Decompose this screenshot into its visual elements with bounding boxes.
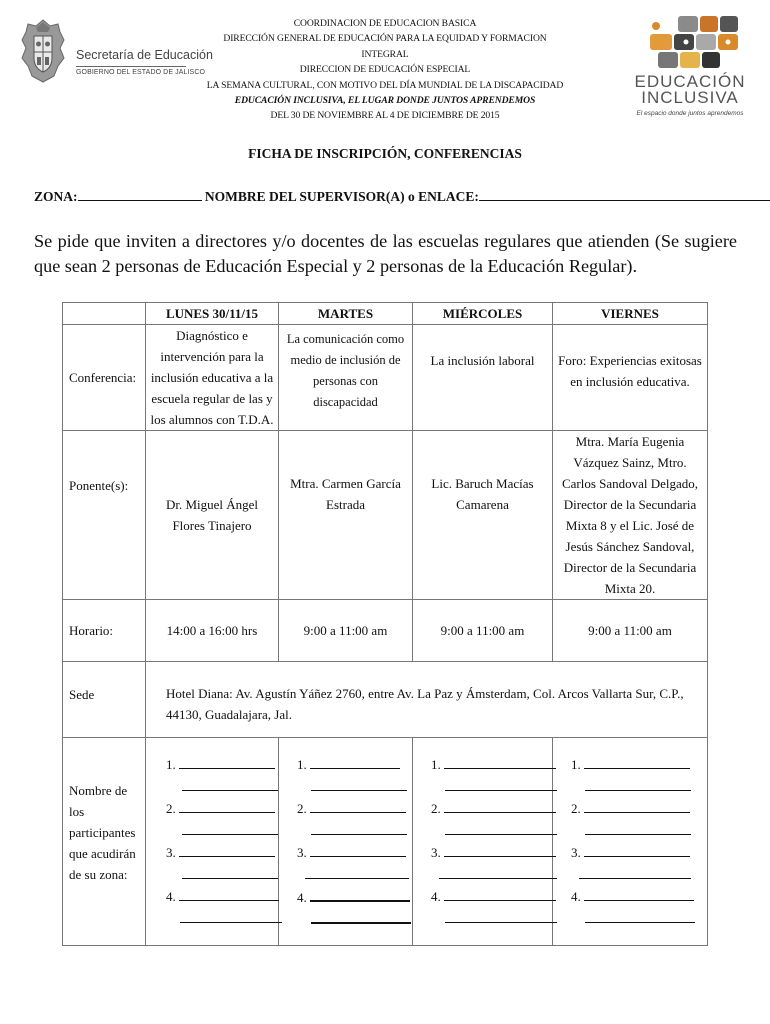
participant-number: 2. [166,801,176,816]
header-line-5: EDUCACIÓN INCLUSIVA, EL LUGAR DONDE JUNTOS APRENDEMOS [234,95,536,107]
zona-field[interactable] [78,188,202,201]
sede-label: Sede [63,662,146,738]
participant-row [571,842,703,864]
participant-row [571,864,703,886]
participant-row [297,842,408,864]
participant-field[interactable] [180,908,282,923]
participant-row [571,798,703,820]
conferencia-wednesday: La inclusión laboral [413,325,553,431]
participants-wednesday [413,738,553,946]
participant-row [166,776,274,798]
day-header-wednesday: MIÉRCOLES [413,303,553,325]
participant-field[interactable] [179,842,275,857]
participant-number: 1. [431,757,441,772]
participant-field[interactable] [445,776,557,791]
participant-field[interactable] [584,754,690,769]
conferencia-friday: Foro: Experiencias exitosas en inclusión educativa. [553,325,708,431]
participant-row [571,776,703,798]
participant-field[interactable] [585,776,691,791]
participant-row [571,820,703,842]
participant-row [297,776,408,798]
participant-row [431,754,548,776]
supervisor-label: NOMBRE DEL SUPERVISOR(A) o ENLACE: [204,189,479,204]
participant-field[interactable] [182,820,278,835]
jalisco-coat-of-arms-icon [20,18,66,84]
participant-row [571,886,703,908]
day-header-tuesday: MARTES [279,303,413,325]
horario-friday: 9:00 a 11:00 am [553,600,708,662]
participant-field[interactable] [444,842,556,857]
participantes-label: Nombre de los participantes que acudirán de su zona: [63,738,146,946]
participant-row [166,864,274,886]
participant-number: 2. [431,801,441,816]
participant-row [166,908,274,930]
participant-field[interactable] [584,798,690,813]
participant-row [431,820,548,842]
header-line-3: DIRECCION DE EDUCACIÓN ESPECIAL [299,64,471,76]
header-text-block [200,16,570,124]
day-header-friday: VIERNES [553,303,708,325]
header-line-2: DIRECCIÓN GENERAL DE EDUCACIÓN PARA LA EQUIDAD Y FORMACION INTEGRAL [223,33,547,60]
header-line-6: DEL 30 DE NOVIEMBRE AL 4 DE DICIEMBRE DE 2015 [270,110,500,122]
participant-field[interactable] [179,754,275,769]
participant-row [431,864,548,886]
participant-row [431,886,548,908]
header-line-1: COORDINACION DE EDUCACION BASICA [293,18,477,29]
participant-row [297,754,408,776]
form-title: FICHA DE INSCRIPCIÓN, CONFERENCIAS [248,146,522,161]
conferencia-monday: Diagnóstico e intervención para la inclusión educativa a la escuela regular de las y los alumnos con T.D.A. [146,325,279,431]
ponente-wednesday: Lic. Baruch Macías Camarena [413,431,553,600]
participant-field[interactable] [579,864,691,879]
participants-monday [146,738,279,946]
participant-field[interactable] [305,864,409,879]
participant-field[interactable] [311,820,407,835]
horario-row [63,600,708,662]
table-header-row [63,303,708,325]
participant-number: 1. [166,757,176,772]
participant-number: 3. [431,845,441,860]
participant-row [297,908,408,930]
participant-field[interactable] [310,842,406,857]
participant-field[interactable] [444,886,556,901]
participant-field[interactable] [310,886,410,902]
participant-field[interactable] [584,886,694,901]
participant-row [571,754,703,776]
participant-number: 4. [571,889,581,904]
participant-field[interactable] [585,908,695,923]
participant-row [297,886,408,908]
participant-row [166,820,274,842]
conferencia-tuesday: La comunicación como medio de inclusión de personas con discapacidad [279,325,413,431]
participant-field[interactable] [179,798,275,813]
participant-row [431,798,548,820]
instructions-paragraph: Se pide que inviten a directores y/o docentes de las escuelas regulares que atienden (Se sugiere que sean 2 personas de Educación Especial y 2 personas de la Educación Regular). [34,231,737,276]
participant-row [297,864,408,886]
horario-label: Horario: [63,600,146,662]
participant-number: 1. [297,757,307,772]
participant-row [166,886,274,908]
ei-logo-tagline: El espacio donde juntos aprendemos [636,110,744,117]
participant-row [571,908,703,930]
participant-field[interactable] [445,820,557,835]
participant-number: 2. [571,801,581,816]
conferencia-row [63,325,708,431]
participant-field[interactable] [445,908,557,923]
educacion-inclusiva-mosaic-icon [628,14,758,72]
participantes-row [63,738,708,946]
participant-field[interactable] [311,776,407,791]
ei-logo-line1: EDUCACIÓN [634,72,746,91]
participant-number: 1. [571,757,581,772]
jalisco-government-logo [20,18,213,84]
header-line-4: LA SEMANA CULTURAL, CON MOTIVO DEL DÍA MUNDIAL DE LA DISCAPACIDAD [206,79,564,91]
zona-supervisor-line [34,188,734,205]
ponente-row [63,431,708,600]
header-empty-cell [63,303,146,325]
participant-row [297,798,408,820]
participant-field[interactable] [182,864,278,879]
participant-row [431,842,548,864]
ei-logo-line2: INCLUSIVA [641,88,739,107]
participant-number: 3. [571,845,581,860]
logo-divider [76,66,186,67]
ponente-label: Ponente(s): [63,431,146,600]
participant-field[interactable] [439,864,557,879]
participant-row [431,776,548,798]
participant-field[interactable] [444,798,556,813]
participant-row [297,820,408,842]
participant-number: 4. [166,889,176,904]
educacion-inclusiva-logo [620,14,760,117]
participant-field[interactable] [311,908,411,924]
participant-number: 3. [166,845,176,860]
participant-field[interactable] [310,754,400,769]
horario-monday: 14:00 a 16:00 hrs [146,600,279,662]
participant-row [166,754,274,776]
participant-field[interactable] [585,820,691,835]
horario-tuesday: 9:00 a 11:00 am [279,600,413,662]
participant-field[interactable] [584,842,690,857]
participants-friday [553,738,708,946]
sede-row [63,662,708,738]
supervisor-field[interactable] [479,188,770,201]
participants-tuesday [279,738,413,946]
participant-number: 3. [297,845,307,860]
participant-number: 4. [297,890,307,905]
conference-schedule-table [62,302,708,946]
participant-field[interactable] [182,776,278,791]
horario-wednesday: 9:00 a 11:00 am [413,600,553,662]
conferencia-label: Conferencia: [63,325,146,431]
gobierno-subtitle: GOBIERNO DEL ESTADO DE JALISCO [76,69,206,76]
ponente-monday: Dr. Miguel Ángel Flores Tinajero [146,431,279,600]
sede-address: Av. Agustín Yáñez 2760, entre Av. La Paz y Ámsterdam, Col. Arcos Vallarta Sur, C.P., 44130, Guadalajara, Jal. [166,686,684,722]
secretaria-title: Secretaría de Educación [76,48,213,62]
day-header-monday: LUNES 30/11/15 [146,303,279,325]
participant-field[interactable] [310,798,406,813]
ponente-friday: Mtra. María Eugenia Vázquez Sainz, Mtro. Carlos Sandoval Delgado, Director de la Secundaria Mixta 8 y el Lic. José de Jesús Sánchez Sandoval, Director de la Secundaria Mixta 20. [553,431,708,600]
ponente-tuesday: Mtra. Carmen García Estrada [279,431,413,600]
zona-label: ZONA: [34,189,78,204]
participant-row [431,908,548,930]
participant-row [166,798,274,820]
participant-number: 2. [297,801,307,816]
sede-value [146,662,708,738]
participant-row [166,842,274,864]
participant-number: 4. [431,889,441,904]
participant-field[interactable] [444,754,556,769]
participant-field[interactable] [179,886,279,901]
sede-hotel-name: Hotel Diana: [166,686,233,701]
